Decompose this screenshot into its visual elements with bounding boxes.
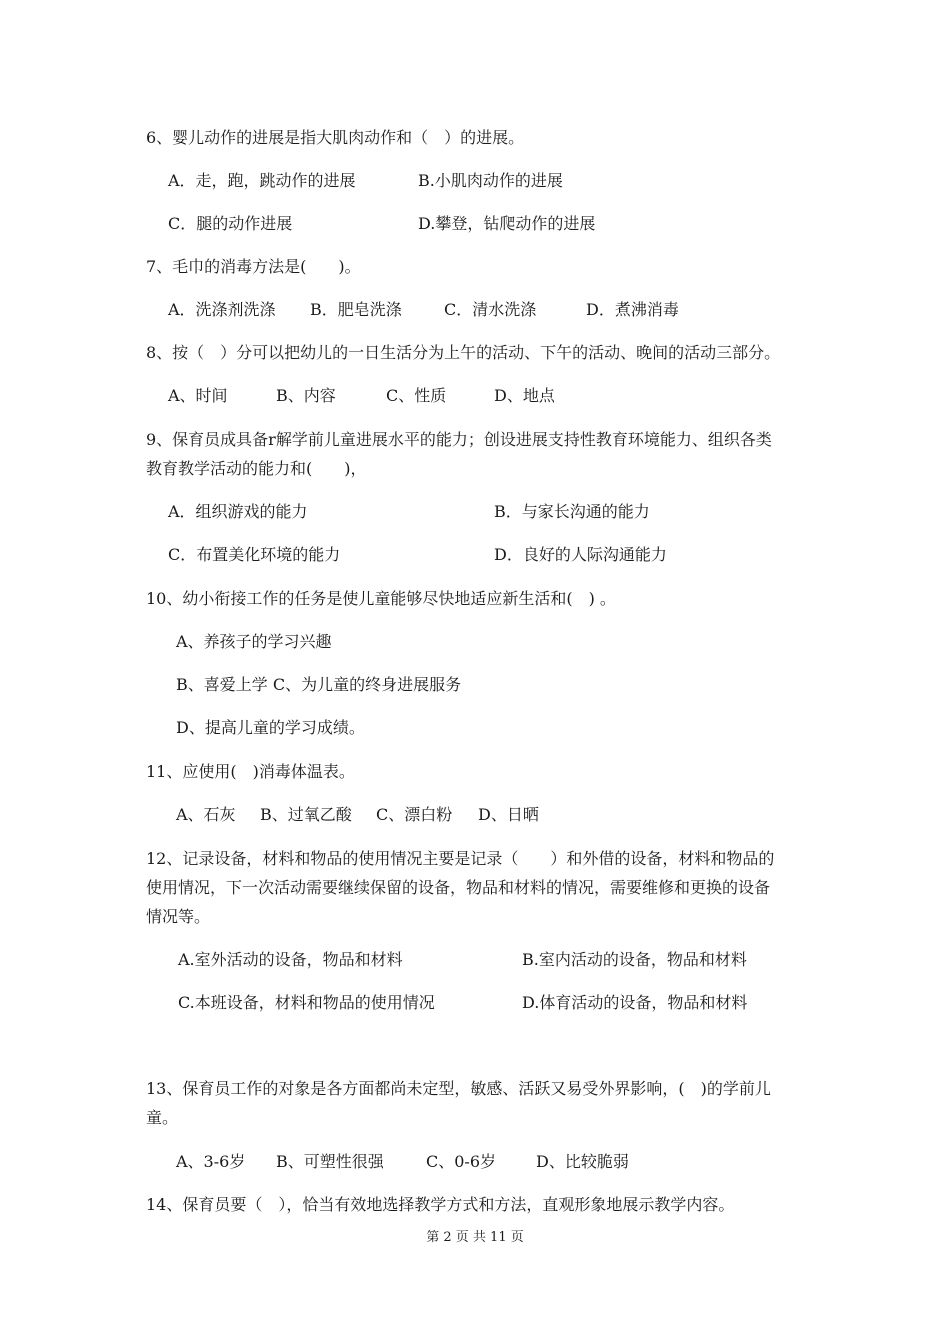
question-9-stem-line-1: 9、保育员成具备r解学前儿童进展水平的能力；创设进展支持性教育环境能力、组织各类 bbox=[146, 430, 772, 449]
question-8-option-b: B、内容 bbox=[276, 386, 336, 405]
question-13-option-b: B、可塑性很强 bbox=[276, 1152, 384, 1171]
question-6-option-c: C．腿的动作进展 bbox=[168, 214, 293, 233]
question-7-option-b: B．肥皂洗涤 bbox=[310, 300, 402, 319]
question-8-option-a: A、时间 bbox=[168, 386, 228, 405]
question-9-option-d: D．良好的人际沟通能力 bbox=[494, 545, 667, 564]
question-9-option-a: A．组织游戏的能力 bbox=[168, 502, 308, 521]
question-13-option-a: A、3-6岁 bbox=[176, 1152, 246, 1171]
question-10-option-d: D、提高儿童的学习成绩。 bbox=[176, 718, 365, 737]
question-7-option-c: C．清水洗涤 bbox=[444, 300, 537, 319]
question-6-option-a: A．走，跑，跳动作的进展 bbox=[168, 171, 356, 190]
question-11-option-d: D、日晒 bbox=[478, 805, 539, 824]
question-12-option-b: B.室内活动的设备，物品和材料 bbox=[522, 950, 747, 969]
question-7-option-a: A．洗涤剂洗涤 bbox=[168, 300, 276, 319]
question-10-option-a: A、养孩子的学习兴趣 bbox=[176, 632, 332, 651]
question-7-option-d: D．煮沸消毒 bbox=[586, 300, 679, 319]
question-13-stem-line-2: 童。 bbox=[146, 1108, 179, 1127]
question-12-stem-line-1: 12、记录设备，材料和物品的使用情况主要是记录（ ）和外借的设备，材料和物品的 bbox=[146, 849, 775, 868]
question-10-option-bc: B、喜爱上学 C、为儿童的终身进展服务 bbox=[176, 675, 462, 694]
question-8-stem: 8、按（ ）分可以把幼儿的一日生活分为上午的活动、下午的活动、晚间的活动三部分。 bbox=[146, 343, 781, 362]
question-12-stem-line-3: 情况等。 bbox=[146, 907, 211, 926]
page-number-footer: 第 2 页 共 11 页 bbox=[426, 1230, 524, 1245]
question-11-option-c: C、漂白粉 bbox=[376, 805, 453, 824]
question-11-option-a: A、石灰 bbox=[176, 805, 236, 824]
question-13-stem-line-1: 13、保育员工作的对象是各方面都尚未定型，敏感、活跃又易受外界影响，( )的学前儿 bbox=[146, 1079, 771, 1098]
question-14-stem: 14、保育员要（ ），恰当有效地选择教学方式和方法，直观形象地展示教学内容。 bbox=[146, 1195, 735, 1214]
question-11-stem: 11、应使用( )消毒体温表。 bbox=[146, 762, 355, 781]
question-9-stem-line-2: 教育教学活动的能力和( )， bbox=[146, 459, 367, 478]
question-8-option-d: D、地点 bbox=[494, 386, 555, 405]
question-8-option-c: C、性质 bbox=[386, 386, 447, 405]
question-13-option-c: C、0-6岁 bbox=[426, 1152, 497, 1171]
question-11-option-b: B、过氧乙酸 bbox=[260, 805, 352, 824]
question-6-option-b: B.小肌肉动作的进展 bbox=[418, 171, 563, 190]
question-7-stem: 7、毛巾的消毒方法是( )。 bbox=[146, 257, 361, 276]
question-9-option-b: B．与家长沟通的能力 bbox=[494, 502, 650, 521]
question-12-stem-line-2: 使用情况，下一次活动需要继续保留的设备，物品和材料的情况，需要维修和更换的设备 bbox=[146, 878, 771, 897]
question-10-stem: 10、幼小衔接工作的任务是使儿童能够尽快地适应新生活和( ) 。 bbox=[146, 589, 616, 608]
question-13-option-d: D、比较脆弱 bbox=[536, 1152, 629, 1171]
question-9-option-c: C．布置美化环境的能力 bbox=[168, 545, 341, 564]
question-12-option-c: C.本班设备，材料和物品的使用情况 bbox=[178, 993, 435, 1012]
question-12-option-d: D.体育活动的设备，物品和材料 bbox=[522, 993, 748, 1012]
question-6-stem: 6、婴儿动作的进展是指大肌肉动作和（ ）的进展。 bbox=[146, 128, 525, 147]
question-12-option-a: A.室外活动的设备，物品和材料 bbox=[178, 950, 403, 969]
question-6-option-d: D.攀登，钻爬动作的进展 bbox=[418, 214, 596, 233]
